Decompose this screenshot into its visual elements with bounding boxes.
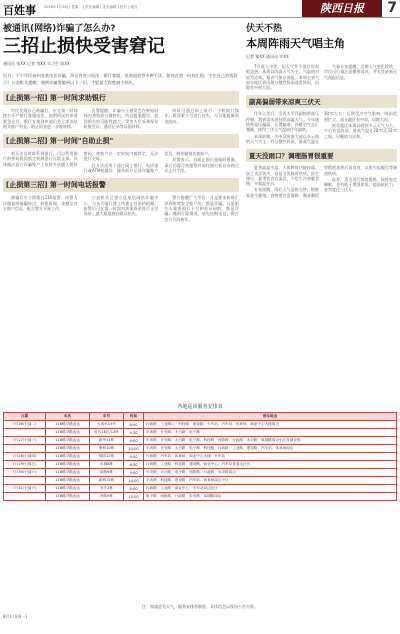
paragraph: 气象专家提醒，近期天气变化较快，市民出行请注意携带雨具，并关注最新天气预报信息。 bbox=[324, 64, 397, 80]
table-row bbox=[4, 437, 397, 445]
column-header: 车次 bbox=[46, 413, 90, 421]
footer-dates: 8月1日(周一) bbox=[3, 614, 28, 619]
cell-date: 7月27日(周三) bbox=[4, 437, 46, 445]
cell-date: 7月29日(周五) bbox=[4, 461, 46, 469]
cell-time: 9:00 bbox=[124, 469, 144, 477]
table-row bbox=[4, 469, 397, 477]
column-header: 日期 bbox=[4, 413, 46, 421]
section-body-3 bbox=[3, 195, 239, 221]
cell-bus: 新城15栋 bbox=[90, 477, 124, 485]
column-header: 车号 bbox=[90, 413, 124, 421]
cell-route: 116路/7路直达 bbox=[46, 493, 90, 501]
cell-bus: 东城8栋 bbox=[90, 461, 124, 469]
paragraph: 7月进入中伏，但天气并不似往年那般炎热，本周以阵雨天气为主，气温相对较为凉爽。据省气象台预报，本周全省大部分地区将出现分散性阵雨或雷阵雨，局地有中到大雨。 bbox=[246, 64, 319, 91]
article-kicker: 被通讯(网络)诈骗了怎么办? bbox=[3, 24, 116, 34]
cell-place: 丰庆路、长安路、太白路、电子路 bbox=[144, 429, 397, 437]
section-name: 百姓事 bbox=[3, 4, 36, 17]
paragraph: 本周前期，关中及陕南大部以多云间阴天气为主，有分散性阵雨，最高气温在30℃左右；后期受冷空气影响，降雨范围扩大，部分地区有中雨，局地大雨。 bbox=[246, 111, 397, 144]
column-header: 时间 bbox=[124, 413, 144, 421]
table-row bbox=[4, 421, 397, 429]
main-article bbox=[3, 21, 239, 222]
section-heading-2: [止损第二招] 第一时间"自助止损" bbox=[3, 134, 239, 148]
cell-bus: 康桥10栋 bbox=[90, 445, 124, 453]
cell-time: 10:00 bbox=[124, 445, 144, 453]
paragraph: 民警表示，自助止损只是临时措施，事后仍需尽快报警并前往银行柜台办理正式止付手续。 bbox=[164, 157, 239, 174]
paragraph: 警方提醒广大市民：凡是要求转账汇款到所谓安全账户的，都是诈骗；凡是陌生人索要银行卡号和验证码的，都是诈骗。遇到可疑情况，请先挂断电话，拨打官方号码核实。 bbox=[164, 195, 239, 222]
cell-route: 116路/7路直达 bbox=[46, 477, 90, 485]
cell-time: 14:00 bbox=[124, 477, 144, 485]
section-heading-1: [止损第一招] 第一时间求助银行 bbox=[3, 91, 239, 105]
paragraph: 民警提醒，诈骗分子通常会在极短时间内将钱款分散转出，所以报案越早，追回损失的可能性越大。受害人应妥善保存转账凭证、通话记录等证据材料。 bbox=[83, 108, 159, 129]
article-byline: 通讯员 张XX 记者 刘XX 实习生 陈XX bbox=[3, 61, 70, 66]
cell-bus: 大成9-19号 bbox=[90, 421, 124, 429]
cell-place: 电子路、西影路、行政路、未央路、凤城路周边 bbox=[144, 493, 397, 501]
cell-time: 9:00 bbox=[124, 453, 144, 461]
section-heading-3: [止损第三招] 第一时间电话报警 bbox=[3, 178, 239, 192]
cell-place: 行政路、汽车站、体育场、商业中心大楼、火车站 bbox=[144, 453, 397, 461]
cell-bus: 时代18区/13栋 bbox=[90, 429, 124, 437]
paragraph: 专家提醒，雨后天气湿热交替，细菌易滋生繁殖，食物要注意保鲜，剩菜剩饭要彻底加热后再食用，以免引起腹泻等肠道疾病。 bbox=[246, 165, 397, 198]
article-headline: 三招止损快受害窘记 bbox=[3, 36, 165, 57]
cell-bus: 锦园12栋 bbox=[90, 453, 124, 461]
page-number: 7 bbox=[387, 0, 397, 16]
table-header-row bbox=[4, 413, 397, 421]
table-row bbox=[4, 453, 397, 461]
cell-route: 116路/7路直达 bbox=[46, 445, 90, 453]
weather-kicker: 伏天不热 bbox=[246, 24, 283, 34]
cell-date: 7月28日(周四) bbox=[4, 453, 46, 461]
cell-route: 116路/7路直达 bbox=[46, 421, 90, 429]
cell-place: 行政路、工业路口、科技路、建设路、火车站、汽车站、体育场、商业中心大楼周边 bbox=[144, 421, 397, 429]
cell-date: 7月26日(周二) bbox=[4, 421, 46, 429]
weather-section-body-1 bbox=[246, 111, 397, 144]
cell-date bbox=[4, 477, 46, 485]
section-body-1 bbox=[3, 108, 239, 129]
cell-date: 7月31日(周日) bbox=[4, 485, 46, 493]
table-row bbox=[4, 477, 397, 485]
cell-time: 8:00 bbox=[124, 485, 144, 493]
cell-time: 8:00 bbox=[124, 437, 144, 445]
cell-time: 9:30 bbox=[124, 429, 144, 437]
paragraph: 市民发现自己被骗后，应在第一时间拨打开户银行客服电话，说明情况并申请紧急止付。银行在接到申请后会立即冻结相关账户资金，防止资金进一步被转移。 bbox=[3, 108, 78, 129]
cell-time: 15:00 bbox=[124, 493, 144, 501]
cell-bus: 新华11栋 bbox=[90, 437, 124, 445]
weather-section-heading-2: 夏天没雨口？调理肠胃很重要 bbox=[246, 149, 397, 162]
weather-section-heading-1: 副高偏弱带来凉爽三伏天 bbox=[246, 95, 397, 108]
page-header bbox=[0, 0, 400, 18]
column-header: 停车地点 bbox=[144, 413, 397, 421]
paragraph: 夏季高温多湿，人体脾胃功能较弱，加之贪凉饮冷，容易引发肠胃疾病。医生建议，夏季饮食宜清淡，少吃生冷油腻食物，多喝温开水。 bbox=[246, 165, 319, 187]
table-row bbox=[4, 445, 397, 453]
cell-place: 丰庆路、长安路、太白路、电子路、科技路、行政路、工业路、建设路、汽车站、体育场周边 bbox=[144, 445, 397, 453]
cell-route: 116路/7路直达 bbox=[46, 469, 90, 477]
footer-note: 注：如遇恶劣天气，服务安排将顺延，具体信息以现场公告为准。 bbox=[142, 604, 258, 609]
cell-bus: 南苑6栋 bbox=[90, 469, 124, 477]
schedule-title: 各地巡回服务安排表 bbox=[177, 404, 223, 410]
paragraph: 陕北地区本周以晴到多云天气为主，午后有雷阵雨，最高气温在28℃至32℃之间，早晚较为凉爽。 bbox=[324, 123, 397, 139]
cell-place: 行政路、工业路、商业中心、火车站周边社区 bbox=[144, 485, 397, 493]
weather-lede bbox=[246, 64, 397, 90]
header-meta: 2016年1月26日 星期二 | 责任编辑 | 美术编辑 | 校对 | 版式 bbox=[44, 5, 138, 9]
section-body-2 bbox=[3, 151, 239, 173]
cell-date: 7月30日(周六) bbox=[4, 469, 46, 477]
paragraph: 此外，适当进行体育锻炼，保持充足睡眠，也有助于增强体质、提高抵抗力，安然度过三伏天。 bbox=[324, 176, 397, 193]
cell-date bbox=[4, 429, 46, 437]
cell-route: 116路/7路直达 bbox=[46, 453, 90, 461]
article-lede: 近日，不少市民接到各类电话诈骗，涉及冒充公检法、银行客服、电商退款等多种手法。如何在第一时间止损，守住自己的钱袋子？公安机关提醒：遇到诈骗要做到以下三招，才能最大程度减少损失。 bbox=[3, 73, 238, 85]
table-row bbox=[4, 485, 397, 493]
table-row bbox=[4, 493, 397, 501]
cell-date bbox=[4, 493, 46, 501]
cell-bus: 西郊9栋 bbox=[90, 493, 124, 501]
cell-place: 丰庆路、长安路、太白路、电子路、科技路、西影路、行政路、未央路、凤城路周边小区及商业街 bbox=[144, 437, 397, 445]
table-row bbox=[4, 461, 397, 469]
paragraph: 被骗后应立即拨打110报警，向警方详细说明被骗经过、转账时间、金额及对方账户信息，配合警方开展工作。 bbox=[3, 195, 78, 211]
paragraph: 此方法适用于通过网上银行、电话银行或ATM机操作，操作前应记清诈骗账户信息，避免输错其他账户。 bbox=[83, 151, 213, 174]
cell-bus: 北关3栋 bbox=[90, 485, 124, 493]
cell-place: 长安路、太白路、电子路、西影路、行政路、未央路周边 bbox=[144, 469, 397, 477]
paragraph: 同时可通过网上银行、手机银行操作，将涉案卡号进行挂失，尽可能阻断资金流向。 bbox=[164, 108, 239, 124]
table-row bbox=[4, 429, 397, 437]
weather-headline: 本周阵雨天气唱主角 bbox=[246, 37, 345, 50]
schedule-table bbox=[3, 412, 397, 501]
cell-route: 116路/7路直达 bbox=[46, 485, 90, 493]
cell-place: 丰庆路、科技路、建设路、汽车站、体育场周边小区 bbox=[144, 477, 397, 485]
weather-byline: 记者 秦XX 通讯员 许XX bbox=[246, 54, 289, 59]
paragraph: 若无法及时联系到银行，可以利用银行的密码错误锁定机制进行自助止损。具体做法是在诈骗账户上连续多次输入错误密码，使账户在一定时间内被锁定，无法进行交易。 bbox=[3, 151, 159, 167]
cell-route: 116路/7路直达 bbox=[46, 461, 90, 469]
cell-time: 8:30 bbox=[124, 461, 144, 469]
cell-place: 行政路、工业路、科技路、建设路、商业中心、汽车站及周边社区 bbox=[144, 461, 397, 469]
cell-time: 8:00 bbox=[124, 421, 144, 429]
paragraph: 公安机关已建立反电信网络诈骗中心，与各大银行建立快速止付冻结机制，接警后可在第一时间对涉案资金进行止付冻结，最大限度挽回群众损失。 bbox=[83, 195, 159, 217]
masthead-logo: 陕西日报 bbox=[302, 0, 382, 17]
cell-route: 116路/7路直达 bbox=[46, 429, 90, 437]
weather-article bbox=[246, 21, 397, 198]
schedule-table-block bbox=[3, 403, 397, 501]
weather-section-body-2 bbox=[246, 165, 397, 198]
cell-route: 116路/7路直达 bbox=[46, 437, 90, 445]
cell-date bbox=[4, 445, 46, 453]
paragraph: 往年入伏后，受西太平洋副热带高压控制，我省常出现持续高温天气。今年副热带高压偏弱，位置偏南，冷暖空气交汇频繁，使得三伏天气温较往年偏低。 bbox=[246, 111, 319, 133]
